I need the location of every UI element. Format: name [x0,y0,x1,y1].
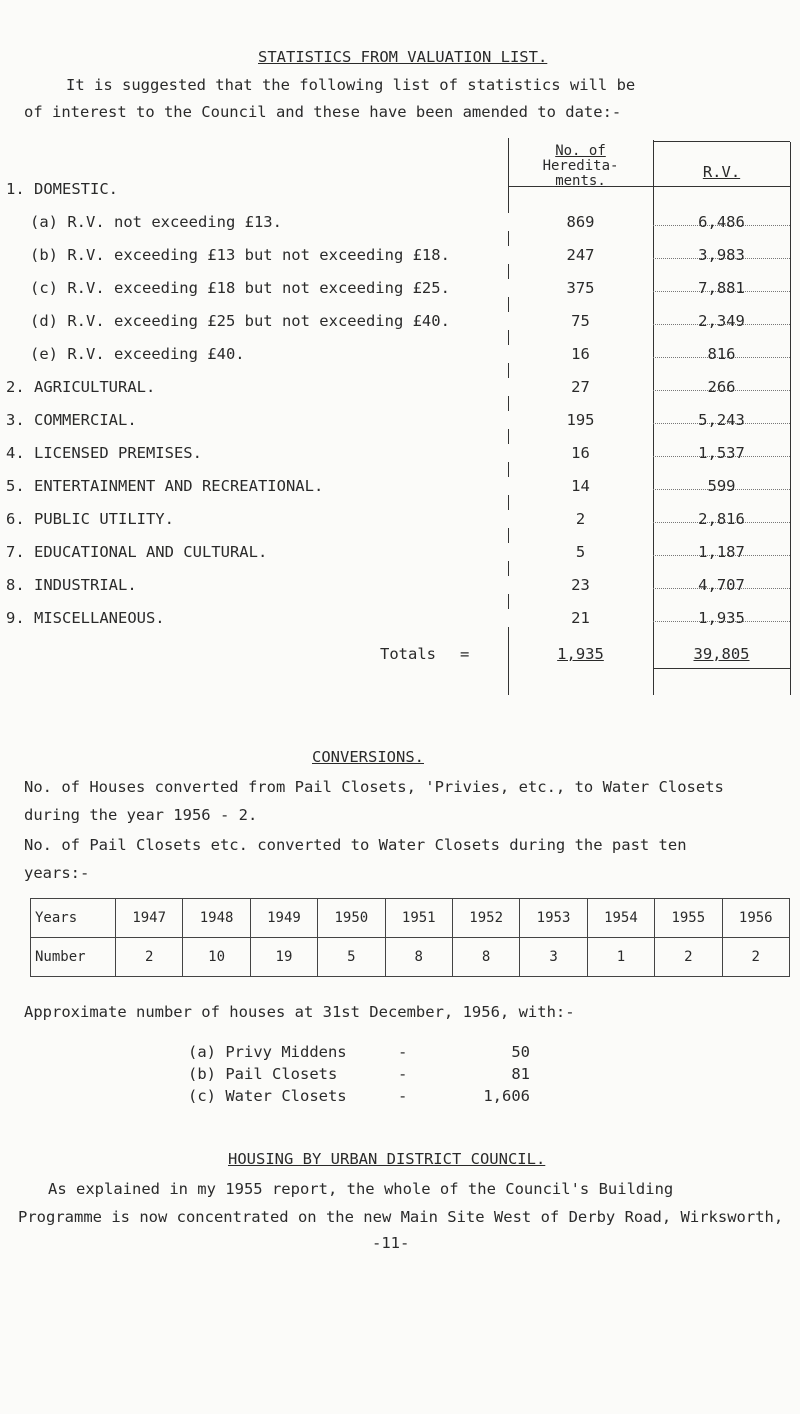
total-rv: 39,805 [693,645,750,663]
page-heading: STATISTICS FROM VALUATION LIST. [258,48,548,66]
year-cell: 1954 [587,899,654,938]
row-label: 6. PUBLIC UTILITY. [6,510,174,528]
row-label: 8. INDUSTRIAL. [6,576,137,594]
number-cell: 8 [385,938,452,977]
house-item-dash: - [398,1065,408,1083]
row-label: (c) R.V. exceeding £18 but not exceeding £25. [30,279,450,297]
house-item-label: (b) Pail Closets [188,1065,338,1083]
year-cell: 1955 [655,899,722,938]
row-label: 1. DOMESTIC. [6,180,118,198]
year-cell: 1949 [250,899,317,938]
row-label: 9. MISCELLANEOUS. [6,609,165,627]
houses-intro: Approximate number of houses at 31st December, 1956, with:- [24,1003,575,1021]
conversions-para1-line2: during the year 1956 - 2. [24,806,258,824]
totals-label: Totals [380,645,436,663]
house-item-label: (c) Water Closets [188,1087,347,1105]
row-rv: 1,187 [698,543,745,561]
housing-heading: HOUSING BY URBAN DISTRICT COUNCIL. [228,1150,546,1168]
row-hereditaments: 16 [508,345,653,363]
housing-para-line1: As explained in my 1955 report, the whole of the Council's Building [48,1180,674,1198]
number-cell: 3 [520,938,587,977]
house-item-value: 1,606 [483,1087,530,1105]
row-hereditaments: 247 [508,246,653,264]
intro-line-2: of interest to the Council and these have been amended to date:- [24,103,622,121]
row-rv: 816 [707,345,736,363]
house-item-label: (a) Privy Middens [188,1043,347,1061]
total-hereditaments: 1,935 [557,645,604,663]
row-hereditaments: 2 [508,510,653,528]
conversions-heading: CONVERSIONS. [312,748,424,766]
number-cell: 2 [722,938,789,977]
years-row [31,899,790,938]
row-rv: 2,349 [698,312,745,330]
row-hereditaments: 375 [508,279,653,297]
row-hereditaments: 16 [508,444,653,462]
totals-equals: = [460,645,470,663]
row-label: (a) R.V. not exceeding £13. [30,213,282,231]
year-cell: 1948 [183,899,250,938]
conversions-years-table [30,898,790,977]
row-label: 3. COMMERCIAL. [6,411,137,429]
row-rv: 4,707 [698,576,745,594]
row-label: (d) R.V. exceeding £25 but not exceeding £40. [30,312,450,330]
row-rv: 1,935 [698,609,745,627]
house-item-dash: - [398,1087,408,1105]
row-hereditaments: 21 [508,609,653,627]
number-cell: 5 [318,938,385,977]
page-number: -11- [372,1234,410,1252]
numbers-row [31,938,790,977]
row-rv: 1,537 [698,444,745,462]
number-cell: 2 [116,938,183,977]
row-hereditaments: 5 [508,543,653,561]
house-item-value: 81 [511,1065,530,1083]
number-cell: 1 [587,938,654,977]
year-cell: 1951 [385,899,452,938]
row-label: (e) R.V. exceeding £40. [30,345,245,363]
number-cell: 8 [452,938,519,977]
col-header-hereditaments: No. of Heredita- ments. [542,143,619,189]
row-hereditaments: 195 [508,411,653,429]
number-cell: 19 [250,938,317,977]
row-label: 2. AGRICULTURAL. [6,378,156,396]
row-rv: 6,486 [698,213,745,231]
row-rv: 7,881 [698,279,745,297]
number-cell: 2 [655,938,722,977]
years-label: Years [31,899,116,938]
row-label: 5. ENTERTAINMENT AND RECREATIONAL. [6,477,324,495]
house-item-dash: - [398,1043,408,1061]
row-hereditaments: 14 [508,477,653,495]
number-cell: 10 [183,938,250,977]
col-header-rv: R.V. [702,163,741,181]
row-rv: 266 [707,378,736,396]
row-rv: 599 [707,477,736,495]
year-cell: 1953 [520,899,587,938]
house-item-value: 50 [511,1043,530,1061]
row-hereditaments: 27 [508,378,653,396]
row-label: (b) R.V. exceeding £13 but not exceeding £18. [30,246,450,264]
row-rv: 3,983 [698,246,745,264]
year-cell: 1947 [116,899,183,938]
row-hereditaments: 75 [508,312,653,330]
conversions-para2-line2: years:- [24,864,90,882]
row-label: 4. LICENSED PREMISES. [6,444,202,462]
year-cell: 1950 [318,899,385,938]
row-label: 7. EDUCATIONAL AND CULTURAL. [6,543,268,561]
row-rv: 5,243 [698,411,745,429]
row-hereditaments: 23 [508,576,653,594]
number-label: Number [31,938,116,977]
housing-para-line2: Programme is now concentrated on the new Main Site West of Derby Road, Wirksworth, [18,1208,784,1226]
row-hereditaments: 869 [508,213,653,231]
year-cell: 1952 [452,899,519,938]
row-rv: 2,816 [698,510,745,528]
conversions-para1-line1: No. of Houses converted from Pail Closets, 'Privies, etc., to Water Closets [24,778,724,796]
conversions-para2-line1: No. of Pail Closets etc. converted to Water Closets during the past ten [24,836,687,854]
year-cell: 1956 [722,899,789,938]
intro-line-1: It is suggested that the following list of statistics will be [66,76,636,94]
